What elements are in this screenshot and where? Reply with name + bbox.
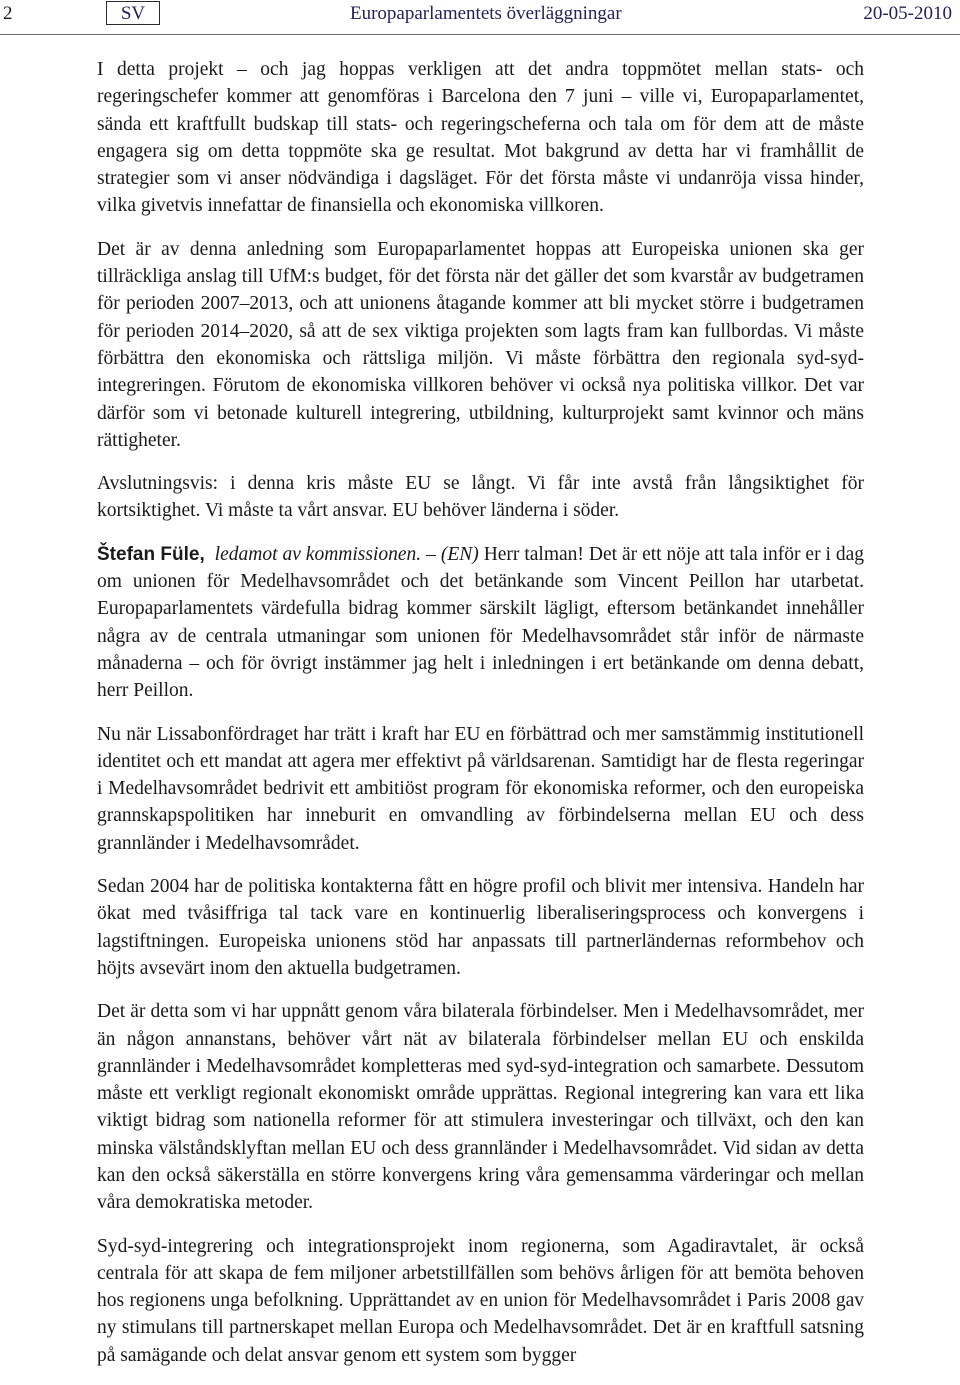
paragraph: Det är av denna anledning som Europaparlamentet hoppas att Europeiska unionen ska ger tillräckliga anslag till UfM:s budget, för det första när det gäller det som kvarstår av budgetramen för perioden 2007–2013, och att unionens åtagande kommer att bli mycket större i budgetramen för perioden 2014–2020, så att de sex viktiga projekten som lagts fram kan fullbordas. Vi måste förbättra den ekonomiska och rättsliga miljön. Vi måste förbättra den regionala syd-syd-integreringen. Förutom de ekonomiska villkoren behöver vi också nya politiska villkor. Det var därför som vi betonade kulturell integrering, utbildning, kulturprojekt samt kvinnor och mäns rättigheter.	[97, 238, 864, 451]
paragraph: Avslutningsvis: i denna kris måste EU se långt. Vi får inte avstå från långsiktighet för kortsiktighet. Vi måste ta vårt ansvar. EU behöver länderna i söder.	[97, 473, 864, 522]
language-tag: (EN)	[440, 543, 479, 565]
language-badge: SV	[106, 1, 160, 25]
paragraph: Sedan 2004 har de politiska kontakterna fått en högre profil och blivit mer intensiva. Handeln har ökat med tvåsiffriga tal tack vare en kontinuerlig liberaliseringsprocess och konvergens i lagstiftningen. Europeiska unionens stöd har anpassats till partnerländernas reformbehov och höjts avsevärt inom den aktuella budgetramen.	[97, 876, 864, 979]
paragraph: Syd-syd-integrering och integrationsprojekt inom regionerna, som Agadiravtalet, är också centrala för att skapa de fem miljoner arbetstillfällen som behövs årligen för att bemöta behoven hos regionens unga befolkning. Upprättandet av en union för Medelhavsområdet i Paris 2008 gav ny stimulans till partnerskapet mellan Europa och Medelhavsområdet. Det är en kraftfull satsning på samägande och delat ansvar genom ett system som bygger	[97, 1235, 864, 1366]
speech-intro-paragraph: Štefan Füle, ledamot av kommissionen. – (EN) Herr talman! Det är ett nöje att tala inför er i dag om unionen för Medelhavsområdet och det betänkande som Vincent Peillon har utarbetat. Europaparlamentets värdefulla bidrag kommer särskilt lägligt, eftersom betänkandet innehåller några av de centrala utmaningar som unionen för Medelhavsområdet står inför de närmaste månaderna – och för övrigt instämmer jag helt i inledningen i ert betänkande om denna debatt, herr Peillon.	[97, 543, 865, 702]
document-date: 20-05-2010	[863, 3, 952, 24]
page-number: 2	[3, 3, 13, 24]
speaker-role: ledamot av kommissionen.	[214, 543, 422, 565]
paragraph: Det är detta som vi har uppnått genom våra bilaterala förbindelser. Men i Medelhavsområdet, mer än någon annanstans, behöver vårt nät av bilaterala förbindelser mellan EU och enskilda grannländer i Medelhavsområdet kompletteras med syd-syd-integration och samarbete. Dessutom måste ett verkligt regionalt ekonomiskt område upprättas. Regional integrering kan vara ett lika viktigt bidrag som nationella reformer för att stimulera investeringar och tillväxt, och den kan minska välståndsklyftan mellan EU och dess grannländer i Medelhavsområdet. Vid sidan av detta kan den också säkerställa en större konvergens kring våra gemensamma värderingar och mellan våra demokratiska metoder.	[97, 1001, 864, 1214]
paragraph: Nu när Lissabonfördraget har trätt i kraft har EU en förbättrad och mer samstämmig institutionell identitet och ett mandat att agera mer effektivt på världsarenan. Samtidigt har de flesta regeringar i Medelhavsområdet bedrivit ett ambitiöst program för ekonomiska reformer, och den europeiska grannskapspolitiken har inneburit en omvandling av förbindelserna mellan EU och dess grannländer i Medelhavsområdet.	[97, 723, 864, 854]
paragraph: I detta projekt – och jag hoppas verkligen att det andra toppmötet mellan stats- och regeringschefer kommer att genomföras i Barcelona den 7 juni – ville vi, Europaparlamentet, sända ett kraftfullt budskap till stats- och regeringscheferna och tala om för dem att de måste engagera sig om detta toppmöte ska ge resultat. Mot bakgrund av detta har vi framhållit de strategier som vi anser nödvändiga i dagsläget. För det första måste vi undanröja vissa hinder, vilka givetvis innefattar de finansiella och ekonomiska villkoren.	[97, 59, 864, 217]
speaker-name: Štefan Füle,	[97, 543, 205, 565]
document-title: Europaparlamentets överläggningar	[350, 3, 622, 24]
speech-opening: Herr talman! Det är ett nöje att tala inför er i dag om unionen för Medelhavsområdet och det betänkande som Vincent Peillon har utarbetat. Europaparlamentets värdefulla bidrag kommer särskilt lägligt, eftersom betänkandet innehåller några av de centrala utmaningar som unionen för Medelhavsområdet står inför de närmaste månaderna – och för övrigt instämmer jag helt i inledningen i ert betänkande om denna debatt, herr Peillon.	[97, 543, 865, 702]
document-body	[97, 56, 864, 1385]
page-header	[0, 0, 960, 35]
